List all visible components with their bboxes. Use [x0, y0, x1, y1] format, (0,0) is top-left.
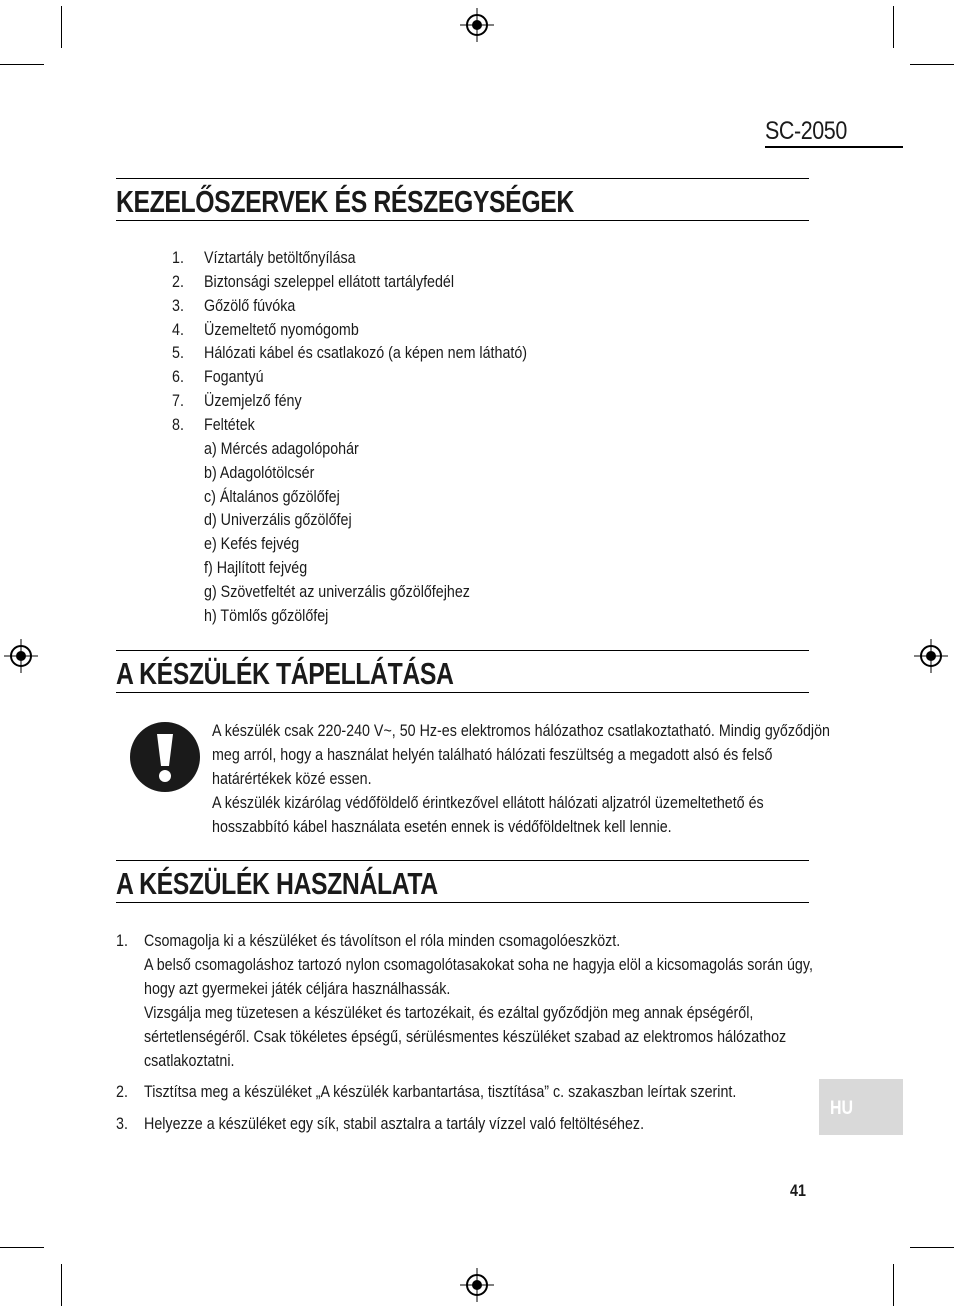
section-rule: [116, 220, 809, 221]
registration-mark-icon: [460, 1268, 494, 1302]
step-number: 1.: [116, 931, 128, 950]
list-subitem: d) Univerzális gőzölőfej: [204, 510, 352, 529]
list-subitem: b) Adagolótölcsér: [204, 463, 315, 482]
step-line: Helyezze a készüléket egy sík, stabil asztalra a tartály vízzel való feltöltéséhez.: [144, 1114, 645, 1133]
paragraph-line: határértékek közé essen.: [212, 769, 372, 788]
crop-mark: [0, 64, 44, 65]
step-line: sértetlenségéről. Csak tökéletes épségű, sérülésmentes készüléket szabad az elektromos hálózathoz: [144, 1027, 787, 1046]
list-item-number: 8.: [172, 415, 184, 434]
section-title-usage: A KÉSZÜLÉK HASZNÁLATA: [116, 866, 438, 901]
list-subitem: g) Szövetfeltét az univerzális gőzölőfejhez: [204, 582, 470, 601]
crop-mark: [61, 6, 62, 48]
list-item-number: 7.: [172, 391, 184, 410]
crop-mark: [910, 1247, 954, 1248]
section-rule: [116, 860, 809, 861]
registration-mark-icon: [460, 8, 494, 42]
list-item: Gőzölő fúvóka: [204, 296, 296, 315]
paragraph-line: A készülék kizárólag védőföldelő érintkezővel ellátott hálózati aljzatról üzemeltethető és: [212, 793, 764, 812]
step-line: A belső csomagoláshoz tartozó nylon csomagolótasakokat soha ne hagyja elöl a kicsomagolás során úgy,: [144, 955, 813, 974]
list-item: Hálózati kábel és csatlakozó (a képen nem látható): [204, 343, 528, 362]
step-line: Csomagolja ki a készüléket és távolítson el róla minden csomagolóeszközt.: [144, 931, 621, 950]
list-item: Feltétek: [204, 415, 255, 434]
section-title-power: A KÉSZÜLÉK TÁPELLÁTÁSA: [116, 656, 454, 691]
list-item-number: 3.: [172, 296, 184, 315]
registration-mark-icon: [4, 639, 38, 673]
list-item-number: 4.: [172, 320, 184, 339]
list-item-number: 2.: [172, 272, 184, 291]
paragraph-line: meg arról, hogy a használat helyén található hálózati feszültség a megadott alsó és felső: [212, 745, 773, 764]
section-rule: [116, 692, 809, 693]
list-subitem: c) Általános gőzölőfej: [204, 487, 340, 506]
step-line: Tisztítsa meg a készüléket „A készülék karbantartása, tisztítása” c. szakaszban leírtak szerint.: [144, 1082, 737, 1101]
crop-mark: [910, 64, 954, 65]
step-line: csatlakoztatni.: [144, 1051, 235, 1070]
paragraph-line: hosszabbító kábel használata esetén ennek is védőföldeltnek kell lennie.: [212, 817, 672, 836]
step-line: Vizsgálja meg tüzetesen a készüléket és tartozékait, és ezáltal győződjön meg annak épségéről,: [144, 1003, 754, 1022]
list-item: Üzemjelző fény: [204, 391, 302, 410]
list-subitem: f) Hajlított fejvég: [204, 558, 308, 577]
list-item-number: 1.: [172, 248, 184, 267]
list-item-number: 6.: [172, 367, 184, 386]
page-number: 41: [790, 1181, 806, 1200]
list-subitem: h) Tömlős gőzölőfej: [204, 606, 329, 625]
registration-mark-icon: [914, 639, 948, 673]
step-number: 2.: [116, 1082, 128, 1101]
list-item: Biztonsági szeleppel ellátott tartályfedél: [204, 272, 455, 291]
crop-mark: [61, 1264, 62, 1306]
step-number: 3.: [116, 1114, 128, 1133]
model-underline: [765, 146, 903, 148]
list-subitem: e) Kefés fejvég: [204, 534, 300, 553]
section-rule: [116, 178, 809, 179]
list-item: Üzemeltető nyomógomb: [204, 320, 359, 339]
list-item: Fogantyú: [204, 367, 264, 386]
list-item-number: 5.: [172, 343, 184, 362]
language-label: HU: [830, 1098, 854, 1119]
crop-mark: [0, 1247, 44, 1248]
paragraph-line: A készülék csak 220-240 V~, 50 Hz-es elektromos hálózathoz csatlakoztatható. Mindig győződjön: [212, 721, 830, 740]
list-item: Víztartály betöltőnyílása: [204, 248, 356, 267]
list-subitem: a) Mércés adagolópohár: [204, 439, 359, 458]
warning-icon: [130, 722, 200, 792]
crop-mark: [893, 1264, 894, 1306]
section-title-controls: KEZELŐSZERVEK ÉS RÉSZEGYSÉGEK: [116, 184, 574, 219]
section-rule: [116, 902, 809, 903]
step-line: hogy azt gyermekei játék céljára használhassák.: [144, 979, 451, 998]
crop-mark: [893, 6, 894, 48]
model-number: SC-2050: [765, 117, 847, 145]
section-rule: [116, 650, 809, 651]
